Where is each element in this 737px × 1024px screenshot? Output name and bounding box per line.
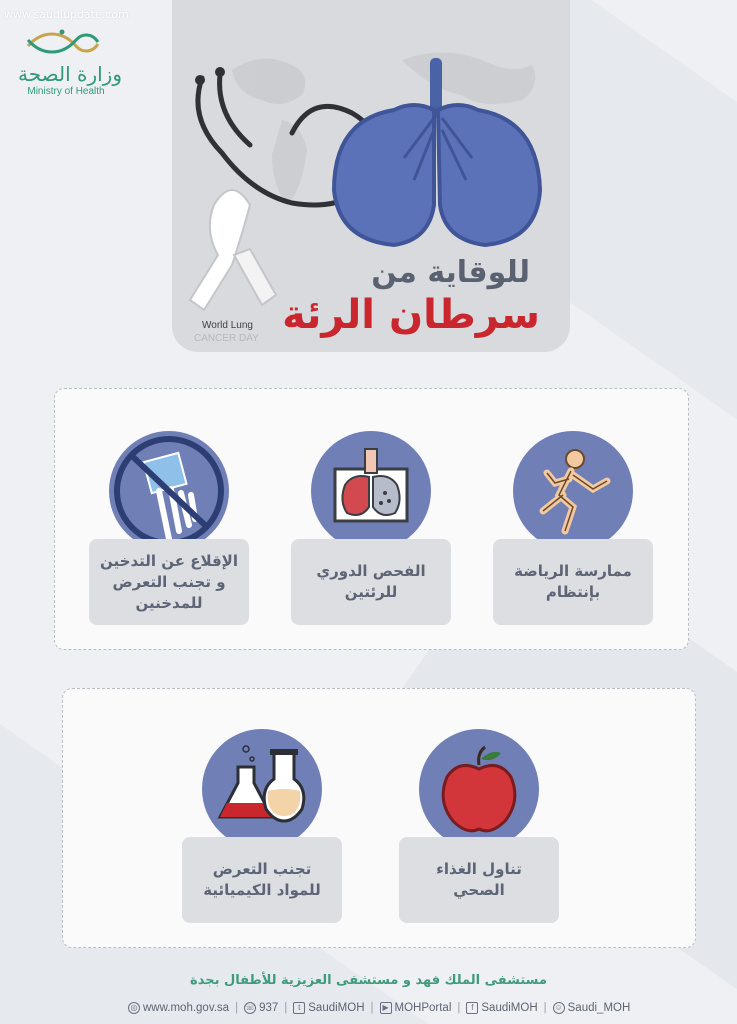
snapchat-link[interactable]: [553, 1002, 631, 1014]
lungs-xray-icon: [311, 431, 431, 551]
separator: |: [370, 1002, 374, 1014]
hero-title-line2: سرطان الرئة: [282, 292, 540, 338]
tip-line: الإقلاع عن التدخين: [100, 551, 238, 570]
tip-line: الفحص الدوري: [316, 562, 426, 580]
twitter-icon: t: [293, 1002, 305, 1014]
website-link[interactable]: [128, 1002, 229, 1014]
separator: |: [457, 1002, 461, 1014]
separator: |: [284, 1002, 288, 1014]
tip-card: [399, 837, 559, 923]
site-watermark: www.saudiupdate.com: [4, 8, 129, 21]
facebook-link[interactable]: [466, 1002, 537, 1014]
moh-english-name: Ministry of Health: [27, 86, 105, 97]
youtube-link[interactable]: [380, 1002, 452, 1014]
tip-exercise: [493, 431, 653, 641]
running-person-icon: [513, 431, 633, 551]
youtube-icon: ▶: [380, 1002, 392, 1014]
snapchat-text: Saudi_MOH: [567, 1002, 631, 1014]
tip-line: للمواد الكيميائية: [203, 881, 321, 899]
hero-title-line1: للوقاية من: [371, 255, 530, 290]
tip-quit-smoking: [89, 431, 249, 641]
phone-link[interactable]: [244, 1002, 278, 1014]
footer-hospitals: مستشفى الملك فهد و مستشفى العزيزية للأطفال بجدة: [190, 973, 547, 988]
facebook-text: SaudiMOH: [481, 1002, 538, 1014]
tip-line: الصحي: [453, 881, 505, 899]
separator: |: [235, 1002, 239, 1014]
tip-line: للرئتين: [344, 583, 398, 601]
separator: |: [543, 1002, 547, 1014]
phone-icon: ☏: [245, 1003, 256, 1012]
twitter-text: SaudiMOH: [308, 1002, 365, 1014]
phone-text: 937: [259, 1002, 279, 1014]
twitter-link[interactable]: [293, 1002, 364, 1014]
tip-card: [291, 539, 451, 625]
footer-links: [128, 998, 631, 1018]
tip-card: [493, 539, 653, 625]
tip-line: للمدخنين: [135, 593, 203, 612]
youtube-text: MOHPortal: [394, 1002, 452, 1014]
facebook-icon: f: [466, 1002, 478, 1014]
no-smoking-icon: [109, 431, 229, 551]
website-text: www.moh.gov.sa: [143, 1002, 230, 1014]
ribbon-label-line1: World Lung: [202, 320, 253, 331]
tip-line: تناول الغذاء: [436, 860, 522, 878]
moh-logo: [8, 22, 122, 102]
tip-card: [89, 539, 249, 625]
tips-panel-2: [62, 688, 696, 948]
moh-arabic-name: وزارة الصحة: [18, 62, 122, 86]
moh-emblem-icon: [22, 26, 102, 60]
tip-healthy-food: [399, 729, 559, 939]
tip-line: و تجنب التعرض: [112, 572, 226, 591]
tip-line: بإنتظام: [545, 583, 601, 601]
apple-icon: [419, 729, 539, 849]
globe-icon: ◎: [128, 1002, 140, 1014]
hero-banner: [172, 0, 570, 352]
tip-avoid-chemicals: [182, 729, 342, 939]
tip-line: ممارسة الرياضة: [514, 562, 632, 580]
tip-card: [182, 837, 342, 923]
tips-panel-1: [54, 388, 689, 650]
chemical-flasks-icon: [202, 729, 322, 849]
awareness-ribbon-icon: [190, 190, 276, 310]
snapchat-icon: ☺: [554, 1003, 563, 1012]
tip-lung-checkup: [291, 431, 451, 641]
ribbon-label-line2: CANCER DAY: [194, 333, 259, 344]
tip-line: تجنب التعرض: [212, 860, 312, 878]
